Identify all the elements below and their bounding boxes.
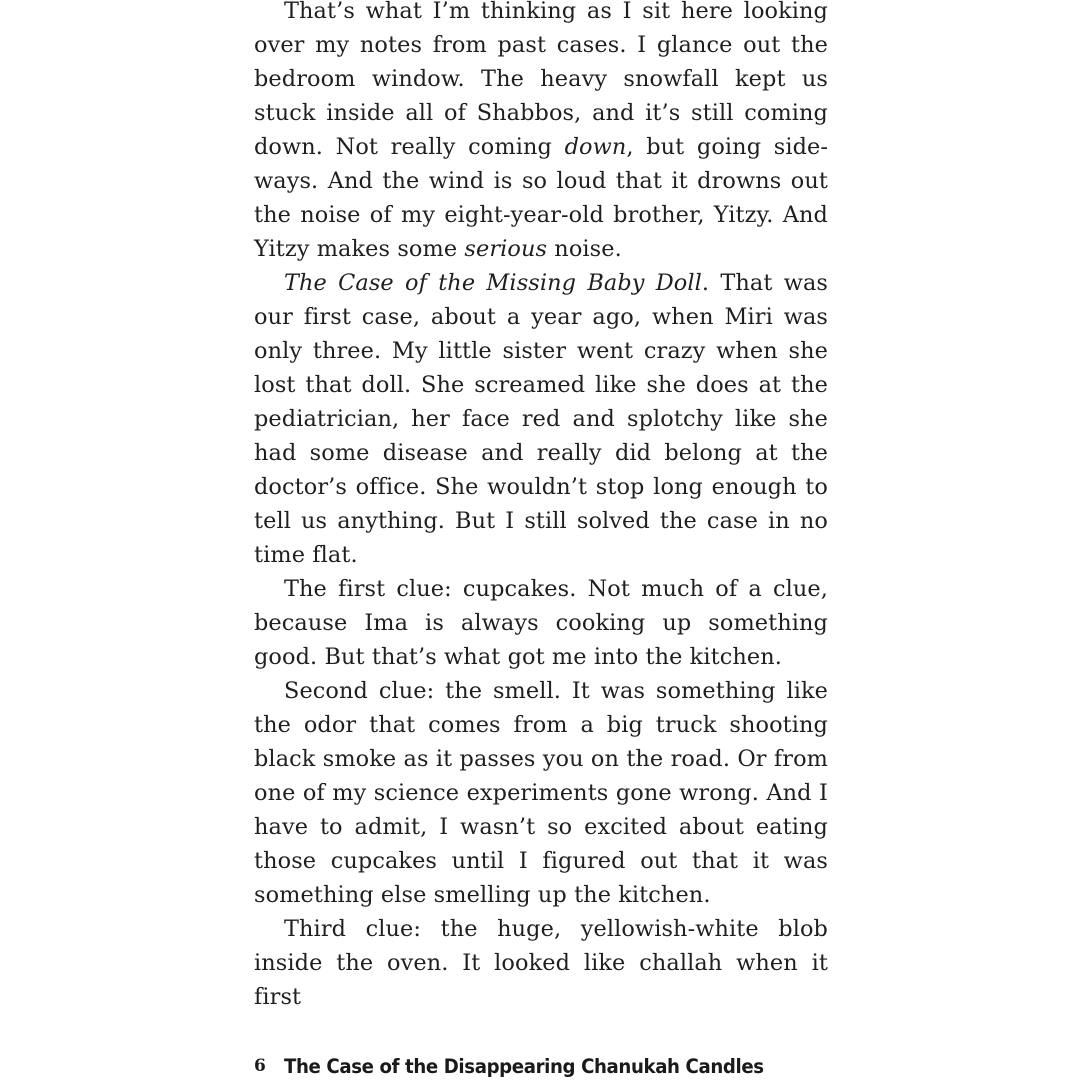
text-run: The first clue: cupcakes. Not much of a clue, because Ima is always cooking up something good. But that’s what got me into the kitchen. xyxy=(254,576,828,670)
page-number: 6 xyxy=(254,1056,266,1076)
text-run: , but going sideways. And the wind is so loud that it drowns out the noise of my eight-year-old brother, Yitzy. And Yitzy makes some xyxy=(254,134,828,262)
paragraph xyxy=(254,674,828,912)
text-run: noise. xyxy=(547,236,622,262)
text-run: Second clue: the smell. It was something like the odor that comes from a big truck shooting black smoke as it passes you on the road. Or from one of my science experiments gone wrong. And I have to admit, I wasn’t so excited about eating those cupcakes until I figured out that it was something else smelling up the kitchen. xyxy=(254,678,828,908)
paragraph xyxy=(254,572,828,674)
text-run: Third clue: the huge, yellowish-white blob inside the oven. It looked like challah when it first xyxy=(254,916,828,1010)
paragraph xyxy=(254,0,828,266)
text-run: That’s what I’m thinking as I sit here looking over my notes from past cases. I glance out the bedroom window. The heavy snowfall kept us stuck inside all of Shabbos, and it’s still coming down. Not really coming xyxy=(254,0,828,160)
page-footer xyxy=(254,1052,828,1080)
body-text xyxy=(254,0,828,1014)
paragraph xyxy=(254,266,828,572)
italic-text: serious xyxy=(464,236,548,262)
italic-text: down xyxy=(564,134,627,160)
italic-text: The Case of the Missing Baby Doll xyxy=(284,270,702,296)
paragraph xyxy=(254,912,828,1014)
running-title: The Case of the Disappearing Chanukah Candles xyxy=(283,1054,764,1078)
text-run: . That was our first case, about a year ago, when Miri was only three. My little sister went crazy when she lost that doll. She screamed like she does at the pediatrician, her face red and splotchy like she had some disease and really did belong at the doctor’s office. She wouldn’t stop long enough to tell us anything. But I still solved the case in no time flat. xyxy=(254,270,829,568)
